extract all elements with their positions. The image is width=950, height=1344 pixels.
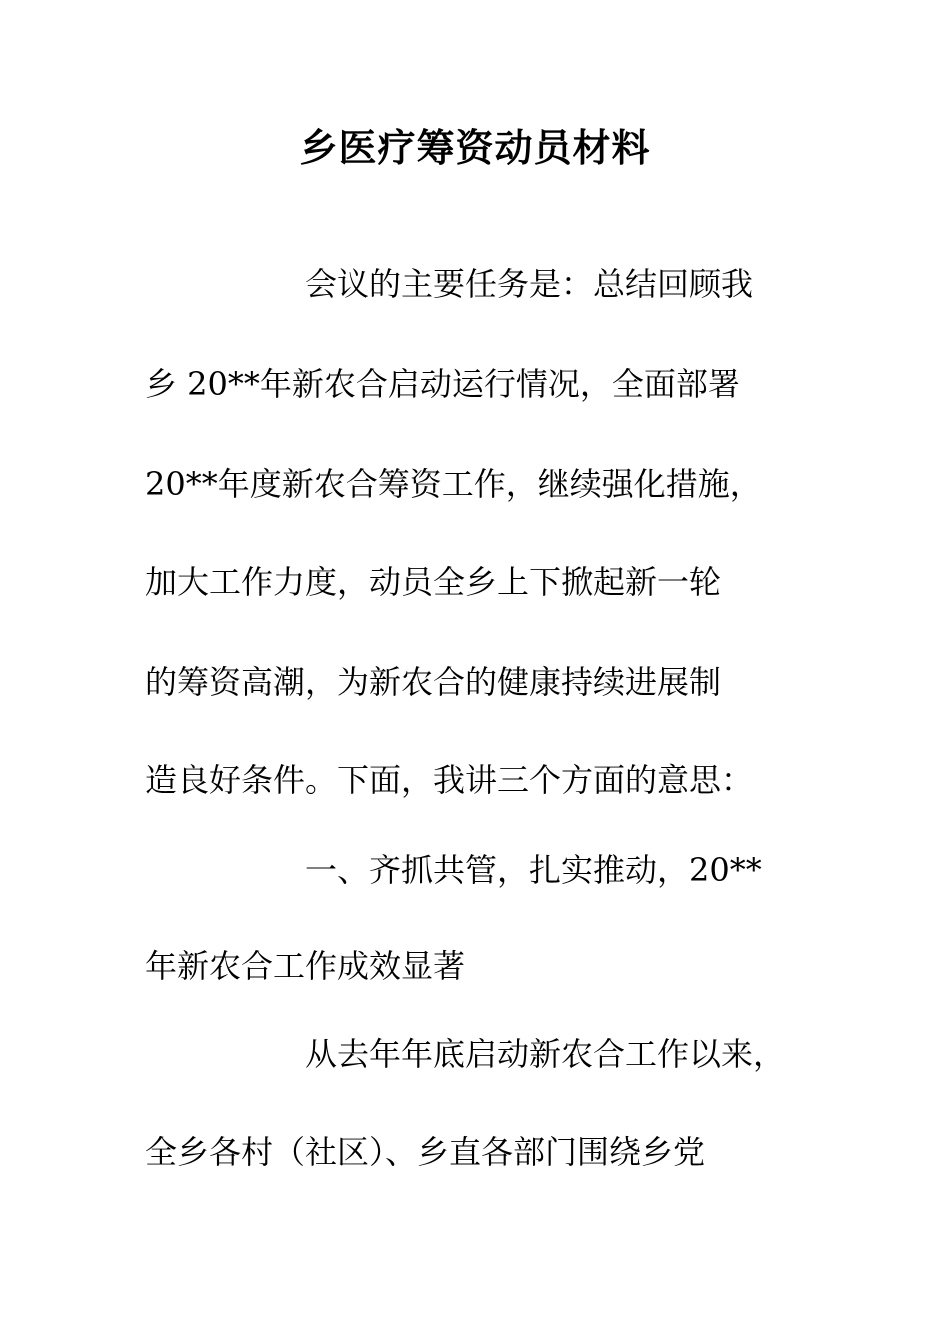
paragraph-line: 加大工作力度，动员全乡上下掀起新一轮 <box>145 563 722 601</box>
paragraph-line: 全乡各村（社区）、乡直各部门围绕乡党 <box>145 1133 706 1171</box>
section-heading-line: 一、齐抓共管，扎实推动，20** <box>305 851 762 889</box>
paragraph-line: 乡 20**年新农合启动运行情况，全面部署 <box>145 365 740 403</box>
paragraph-line: 会议的主要任务是：总结回顾我 <box>305 265 754 303</box>
section-heading-line: 年新农合工作成效显著 <box>145 947 466 985</box>
paragraph-line: 造良好条件。下面，我讲三个方面的意思： <box>145 761 754 799</box>
paragraph-line: 从去年年底启动新农合工作以来， <box>305 1035 786 1073</box>
paragraph-line: 的筹资高潮，为新农合的健康持续进展制 <box>145 663 722 701</box>
paragraph-line: 20**年度新农合筹资工作，继续强化措施， <box>145 465 762 503</box>
document-title: 乡医疗筹资动员材料 <box>299 125 651 170</box>
